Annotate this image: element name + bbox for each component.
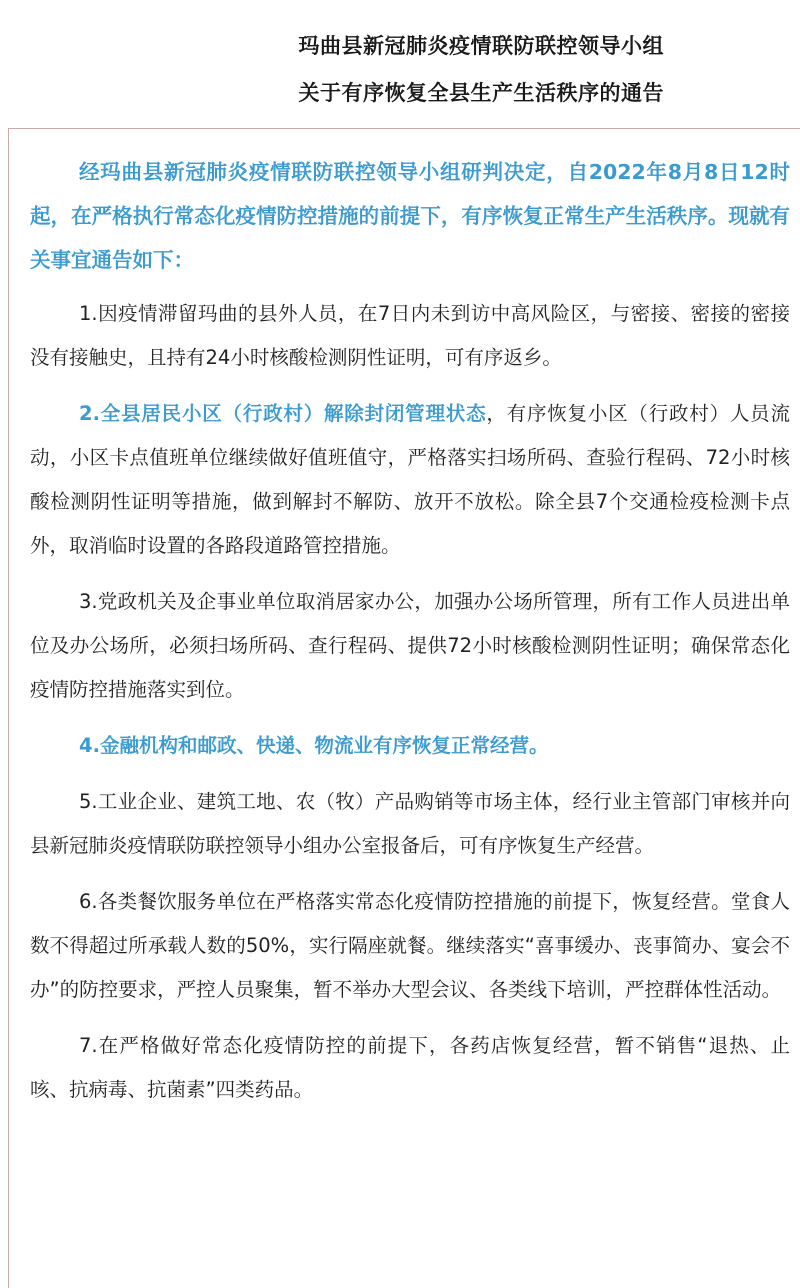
notice-header xyxy=(0,0,800,125)
notice-body xyxy=(30,150,790,1124)
item-2-text: ，有序恢复小区（行政村）人员流动，小区卡点值班单位继续做好值班值守，严格落实扫场所码、查验行程码、72小时核酸检测阴性证明等措施，做到解封不解防、放开不放松。除全县7个交通检疫检测卡点外，取消临时设置的各路段道路管控措施。 xyxy=(30,402,790,557)
item-4-paragraph: 4.金融机构和邮政、快递、物流业有序恢复正常经营。 xyxy=(79,734,549,757)
item-7-paragraph: 7.在严格做好常态化疫情防控的前提下，各药店恢复经营，暂不销售“退热、止咳、抗病毒、抗菌素”四类药品。 xyxy=(30,1034,790,1101)
item-6-paragraph: 6.各类餐饮服务单位在严格落实常态化疫情防控措施的前提下，恢复经营。堂食人数不得超过所承载人数的50%，实行隔座就餐。继续落实“喜事缓办、丧事简办、宴会不办”的防控要求，严控人员聚集，暂不举办大型会议、各类线下培训，严控群体性活动。 xyxy=(30,890,790,1001)
item-5-paragraph: 5.工业企业、建筑工地、农（牧）产品购销等市场主体，经行业主管部门审核并向县新冠肺炎疫情联防联控领导小组办公室报备后，可有序恢复生产经营。 xyxy=(30,790,790,857)
item-1-paragraph: 1.因疫情滞留玛曲的县外人员，在7日内未到访中高风险区，与密接、密接的密接没有接触史，且持有24小时核酸检测阴性证明，可有序返乡。 xyxy=(30,302,790,369)
item-2-highlight: 2.全县居民小区（行政村）解除封闭管理状态 xyxy=(79,402,487,425)
notice-title-line-1: 玛曲县新冠肺炎疫情联防联控领导小组 xyxy=(298,34,664,58)
item-2-paragraph xyxy=(30,392,790,568)
intro-paragraph: 经玛曲县新冠肺炎疫情联防联控领导小组研判决定，自2022年8月8日12时起，在严格执行常态化疫情防控措施的前提下，有序恢复正常生产生活秩序。现就有关事宜通告如下： xyxy=(30,160,790,272)
item-3-paragraph: 3.党政机关及企事业单位取消居家办公，加强办公场所管理，所有工作人员进出单位及办公场所，必须扫场所码、查行程码、提供72小时核酸检测阴性证明；确保常态化疫情防控措施落实到位。 xyxy=(30,590,790,701)
notice-title-line-2: 关于有序恢复全县生产生活秩序的通告 xyxy=(298,81,664,105)
